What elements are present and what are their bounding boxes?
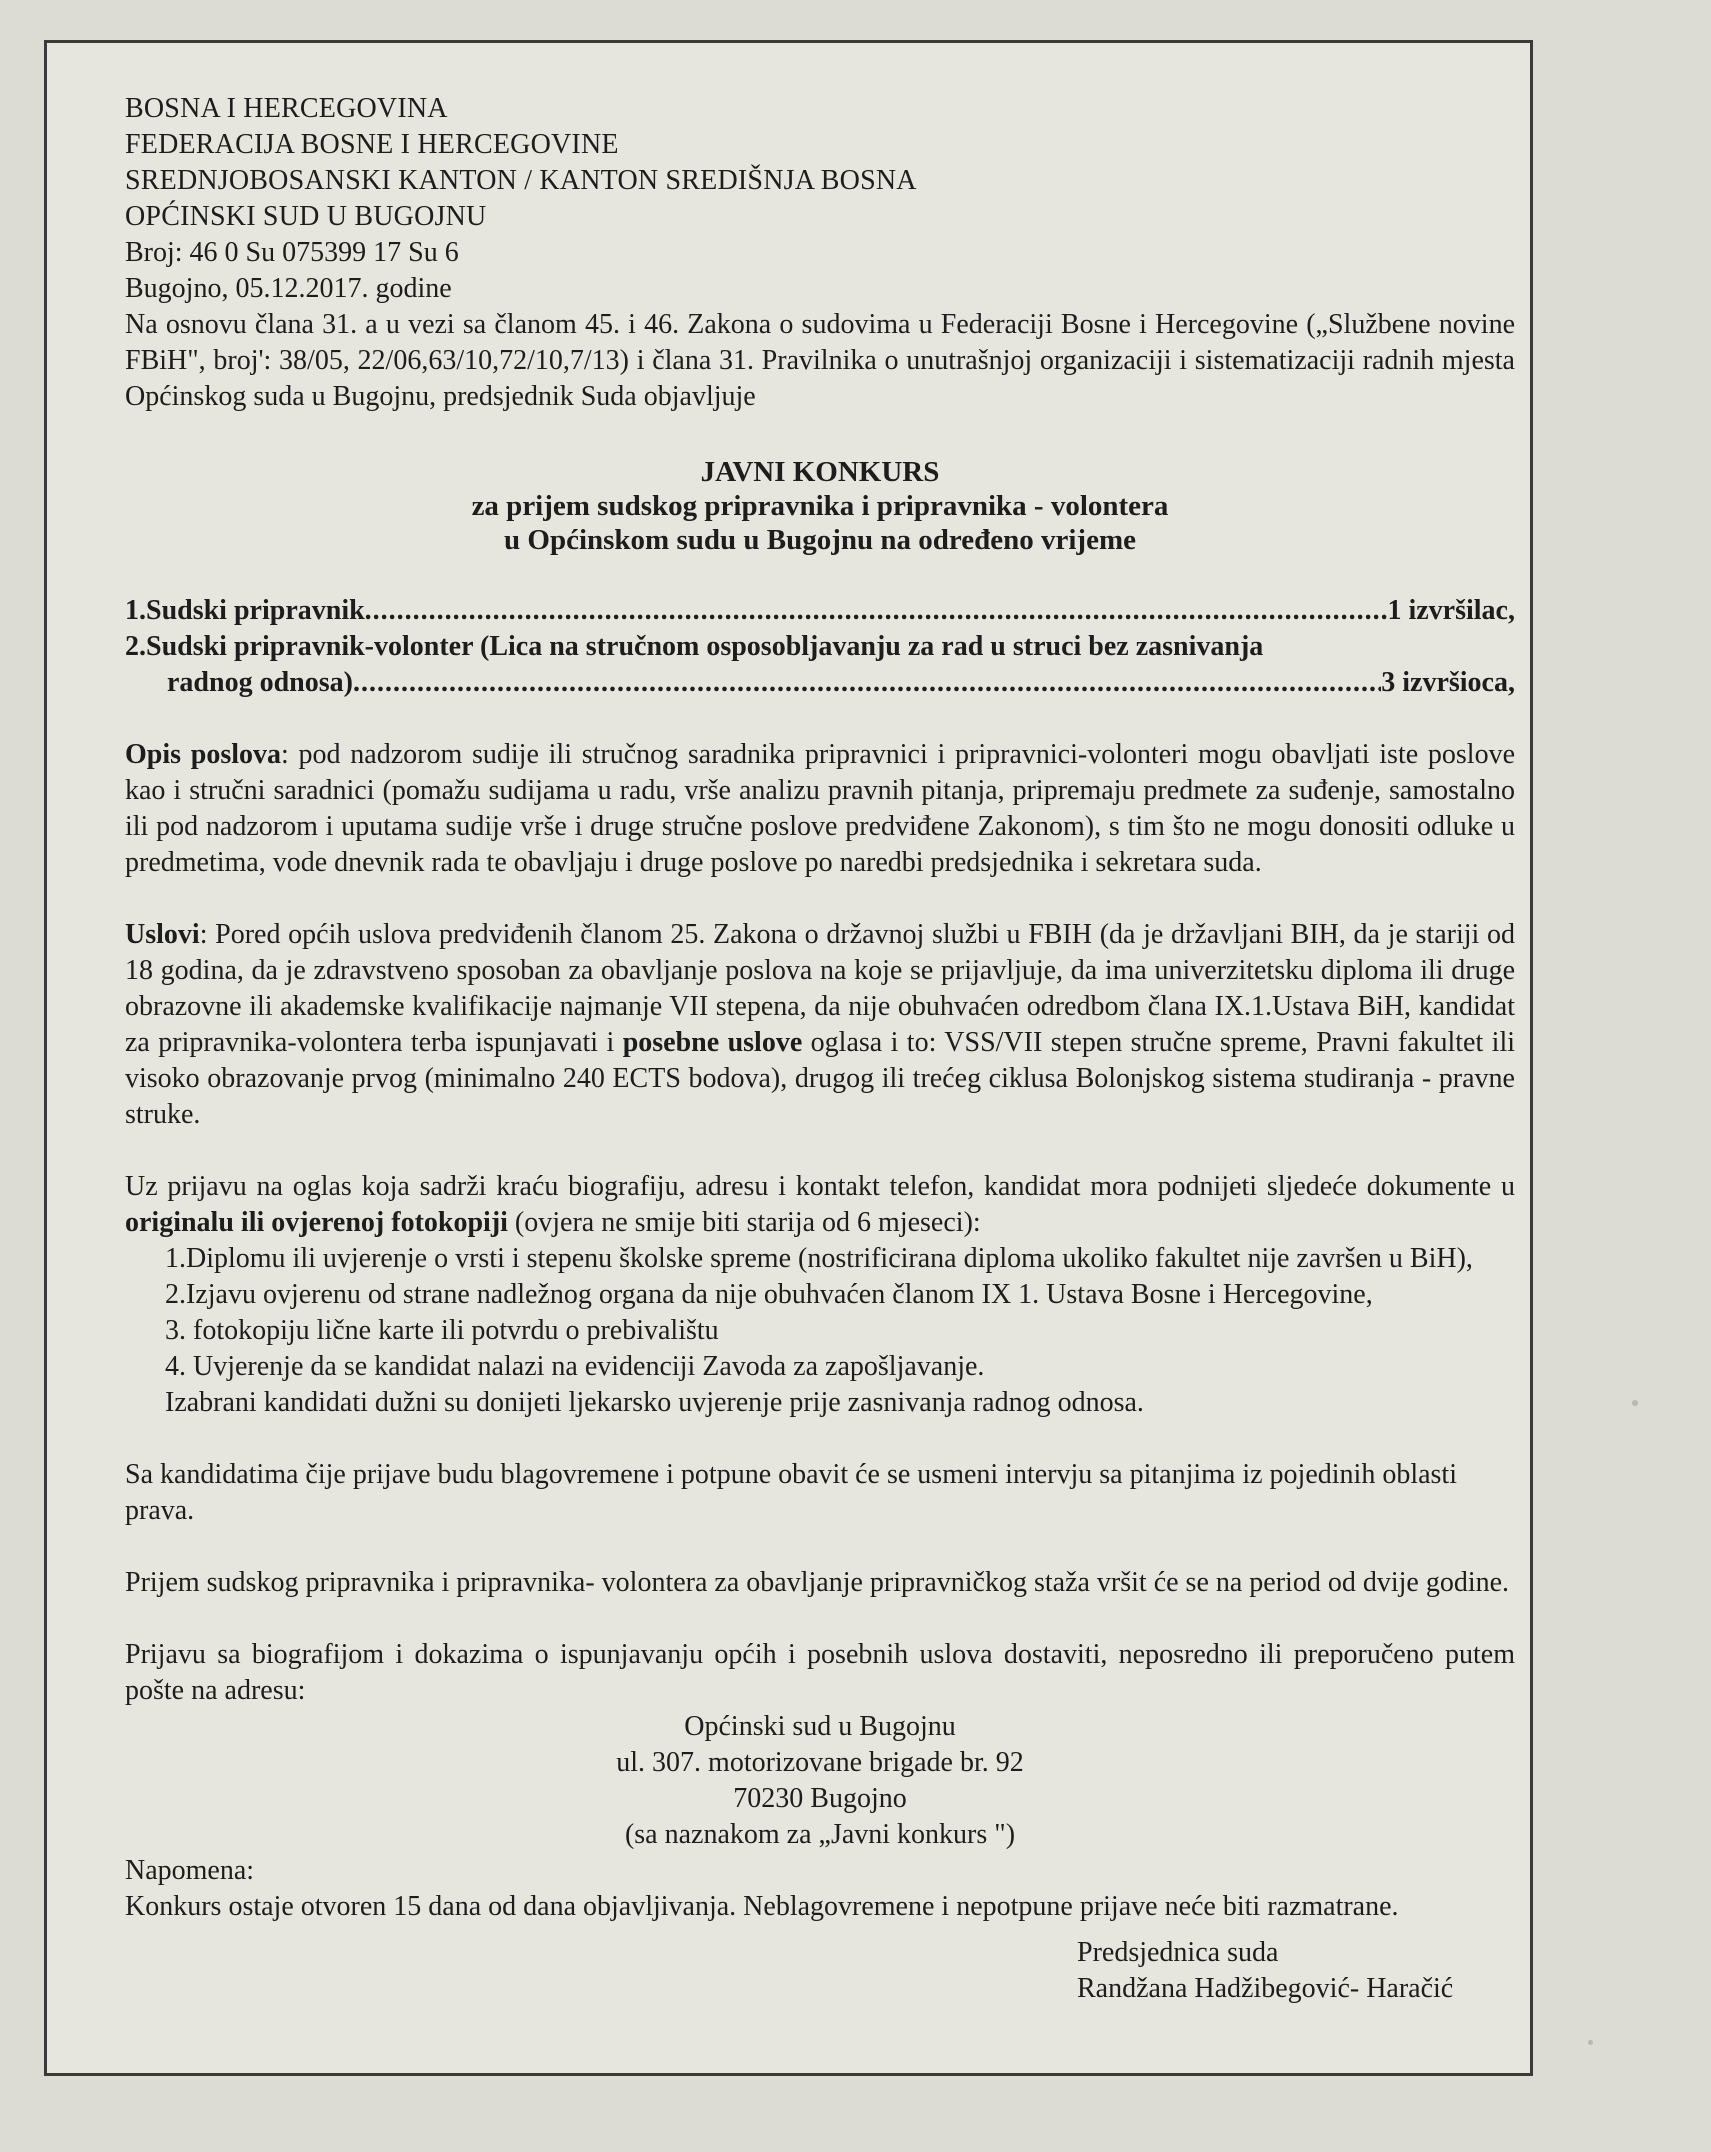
conditions: [125, 917, 1515, 1133]
document-item-3: 3. fotokopiju lične karte ili potvrdu o prebivalištu: [165, 1315, 719, 1346]
document-item-2: 2.Izjavu ovjerenu od strane nadležnog organa da nije obuhvaćen članom IX 1. Ustava Bosne i Hercegovine,: [165, 1279, 1373, 1310]
required-documents: [125, 1169, 1515, 1421]
period-paragraph: Prijem sudskog pripravnika i pripravnika- volontera za obavljanje pripravničkog staža vršit će se na period od dvije godine.: [125, 1567, 1510, 1598]
document-item-4: 4. Uvjerenje da se kandidat nalazi na evidenciji Zavoda za zapošljavanje.: [165, 1351, 985, 1382]
document-body: [125, 91, 1515, 2007]
scan-speck: [1588, 2040, 1593, 2045]
conditions-text-1: : Pored općih uslova predviđenih članom 25. Zakona o državnoj službi u FBIH (da je državljani BIH, da je stariji od 18 godina, da je zdravstveno sposoban za obavljanje poslova na koje se prijavljuje, da ima univerzitetsku diploma ili druge obrazovne ili akademske kvalifikacije najmanje VII stepena, da nije obuhvaćen odredbom člana IX.1.Ustava BiH, kandidat za pripravnika-volontera terba ispunjavati i: [125, 919, 1515, 1058]
scan-speck: [1632, 1400, 1638, 1406]
job-description-text: : pod nadzorom sudije ili stručnog saradnika pripravnici i pripravnici-volonteri mogu obavljati iste poslove kao i stručni saradnici (pomažu sudijama u radu, vrše analizu pravnih pitanja, pripremaju predmete za suđenje, samostalno ili pod nadzorom i uputama sudije vrše i druge stručne poslove predviđene Zakonom), s tim što ne mogu donositi odluke u predmetima, vode dnevnik rada te obavljaju i druge poslove po naredbi predsjednika i sekretara suda.: [125, 739, 1515, 878]
document-frame: [44, 40, 1533, 2076]
documents-intro-text: Uz prijavu na oglas koja sadrži kraću biografiju, adresu i kontakt telefon, kandidat mora podnijeti sljedeće dokumente u: [125, 1171, 1515, 1202]
address-line-1: Općinski sud u Bugojnu: [684, 1711, 956, 1742]
conditions-text-2: oglasa i to: VSS/VII stepen stručne spreme, Pravni fakultet ili visoko obrazovanje prvog (minimalno 240 ECTS bodova), drugog ili trećeg ciklusa Bolonjskog sistema studiranja - pravne struke.: [125, 1027, 1515, 1130]
header-court: OPĆINSKI SUD U BUGOJNU: [125, 201, 487, 232]
documents-intro-bold: originalu ili ovjerenoj fotokopiji: [125, 1207, 508, 1238]
header-federation: FEDERACIJA BOSNE I HERCEGOVINE: [125, 129, 619, 160]
title-sub1: za prijem sudskog pripravnika i pripravnika - volontera: [471, 490, 1169, 522]
submission-paragraph: Prijavu sa biografijom i dokazima o ispunjavanju općih i posebnih uslova dostaviti, neposredno ili preporučeno putem pošte na adresu:: [125, 1639, 1515, 1706]
position-2-label: 2.Sudski pripravnik-volonter (Lica na stručnom osposobljavanju za rad u struci bez zasnivanja: [125, 631, 1264, 662]
signature-title: Predsjednica suda: [1077, 1937, 1279, 1968]
positions-list: [125, 593, 1515, 701]
address-line-2: ul. 307. motorizovane brigade br. 92: [616, 1747, 1024, 1778]
leader-dots: [353, 665, 1381, 701]
leader-dots: [365, 593, 1388, 629]
position-1-count: 1 izvršilac,: [1387, 595, 1515, 626]
signature-name: Randžana Hadžibegović- Haračić: [1077, 1973, 1454, 2004]
note-label: Napomena:: [125, 1855, 255, 1886]
header-canton: SREDNJOBOSANSKI KANTON / KANTON SREDIŠNJA BOSNA: [125, 165, 917, 196]
court-address: [125, 1709, 1515, 1853]
title-main: JAVNI KONKURS: [700, 456, 940, 488]
position-2-cont: radnog odnosa): [167, 667, 353, 698]
intro-paragraph: Na osnovu člana 31. a u vezi sa članom 45. i 46. Zakona o sudovima u Federaciji Bosne i Hercegovine („Službene novine FBiH", broj': 38/05, 22/06,63/10,72/10,7/13) i člana 31. Pravilnika o unutrašnjoj organizaciji i sistematizaciji radnih mjesta Općinskog suda u Bugojnu, predsjednik Suda objavljuje: [125, 309, 1515, 412]
position-1: [125, 593, 1515, 629]
header-country: BOSNA I HERCEGOVINA: [125, 93, 448, 124]
note-text: Konkurs ostaje otvoren 15 dana od dana objavljivanja. Neblagovremene i nepotpune prijave neće biti razmatrane.: [125, 1891, 1399, 1922]
medical-certificate-note: Izabrani kandidati dužni su donijeti ljekarsko uvjerenje prije zasnivanja radnog odnosa.: [165, 1387, 1144, 1418]
documents-intro: [125, 1169, 1515, 1241]
position-2-count: 3 izvršioca,: [1381, 667, 1515, 698]
documents-intro-text-2: (ovjera ne smije biti starija od 6 mjeseci):: [507, 1207, 981, 1238]
document-number: Broj: 46 0 Su 075399 17 Su 6: [125, 237, 459, 268]
conditions-bold: posebne uslove: [622, 1027, 803, 1058]
position-1-label: 1.Sudski pripravnik: [125, 595, 365, 626]
address-line-3: 70230 Bugojno: [733, 1783, 907, 1814]
conditions-label: Uslovi: [125, 919, 200, 950]
signature-block: [125, 1935, 1515, 2007]
place-date: Bugojno, 05.12.2017. godine: [125, 273, 452, 304]
job-description: [125, 737, 1515, 881]
position-2: [125, 665, 1515, 701]
address-line-4: (sa naznakom za „Javni konkurs "): [624, 1819, 1016, 1850]
job-description-label: Opis poslova: [125, 739, 282, 770]
title-sub2: u Općinskom sudu u Bugojnu na određeno vrijeme: [504, 524, 1136, 556]
document-item-1: 1.Diplomu ili uvjerenje o vrsti i stepenu školske spreme (nostrificirana diploma ukoliko fakultet nije završen u BiH),: [165, 1243, 1473, 1274]
announcement-title: [125, 455, 1515, 557]
interview-paragraph: Sa kandidatima čije prijave budu blagovremene i potpune obavit će se usmeni intervju sa pitanjima iz pojedinih oblasti prava.: [125, 1459, 1457, 1526]
